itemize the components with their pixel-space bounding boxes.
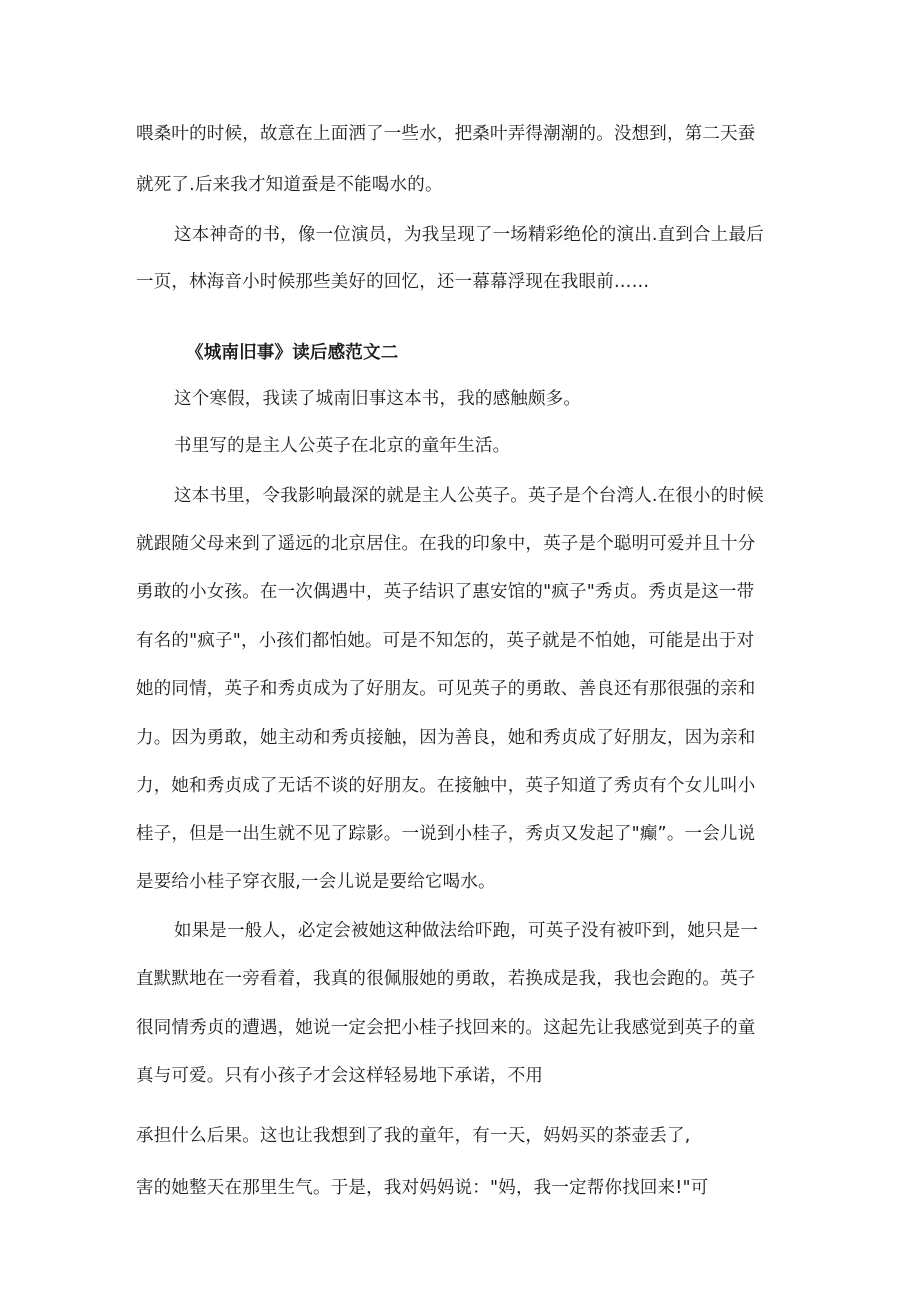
- paragraph-line: 喂桑叶的时候，故意在上面洒了一些水，把桑叶弄得潮潮的。没想到，第二天蚕: [136, 124, 756, 144]
- paragraph-line: 害的她整天在那里生气。于是，我对妈妈说："妈，我一定帮你找回来!"可: [136, 1178, 709, 1198]
- paragraph-line: 就跟随父母来到了遥远的北京居住。在我的印象中，英子是个聪明可爱并且十分: [136, 534, 756, 554]
- paragraph-line: 是要给小桂子穿衣服,一会儿说是要给它喝水。: [136, 872, 496, 892]
- paragraph-line: 力，她和秀贞成了无话不谈的好朋友。在接触中，英子知道了秀贞有个女儿叫小: [136, 776, 756, 796]
- paragraph-line: 勇敢的小女孩。在一次偶遇中，英子结识了惠安馆的"疯子"秀贞。秀贞是这一带: [136, 582, 755, 602]
- paragraph-line: 真与可爱。只有小孩子才会这样轻易地下承诺，不用: [136, 1066, 544, 1086]
- paragraph-line: 就死了.后来我才知道蚕是不能喝水的。: [136, 175, 443, 195]
- paragraph-line: 如果是一般人，必定会被她这种做法给吓跑，可英子没有被吓到，她只是一: [174, 921, 759, 941]
- paragraph-line: 这个寒假，我读了城南旧事这本书，我的感触颇多。: [174, 389, 582, 409]
- paragraph-line: 一页，林海音小时候那些美好的回忆，还一幕幕浮现在我眼前……: [136, 272, 650, 292]
- paragraph-line: 这本书里，令我影响最深的就是主人公英子。英子是个台湾人.在很小的时候: [174, 486, 764, 506]
- paragraph-line: 很同情秀贞的遭遇，她说一定会把小桂子找回来的。这起先让我感觉到英子的童: [136, 1018, 756, 1038]
- paragraph-line: 有名的"疯子"，小孩们都怕她。可是不知怎的，英子就是不怕她，可能是出于对: [136, 631, 755, 651]
- paragraph-line: 这本神奇的书，像一位演员，为我呈现了一场精彩绝伦的演出.直到合上最后: [174, 225, 764, 245]
- paragraph-line: 力。因为勇敢，她主动和秀贞接触，因为善良，她和秀贞成了好朋友，因为亲和: [136, 728, 756, 748]
- section-heading: 《城南旧事》读后感范文二: [186, 343, 399, 363]
- paragraph-line: 桂子，但是一出生就不见了踪影。一说到小桂子，秀贞又发起了"癫”。一会儿说: [136, 824, 756, 844]
- paragraph-line: 她的同情，英子和秀贞成为了好朋友。可见英子的勇敢、善良还有那很强的亲和: [136, 679, 756, 699]
- paragraph-line: 书里写的是主人公英子在北京的童年生活。: [174, 436, 511, 456]
- paragraph-line: 承担什么后果。这也让我想到了我的童年，有一天，妈妈买的茶壶丢了,: [136, 1126, 691, 1146]
- paragraph-line: 直默默地在一旁看着，我真的很佩服她的勇敢，若换成是我，我也会跑的。英子: [136, 969, 756, 989]
